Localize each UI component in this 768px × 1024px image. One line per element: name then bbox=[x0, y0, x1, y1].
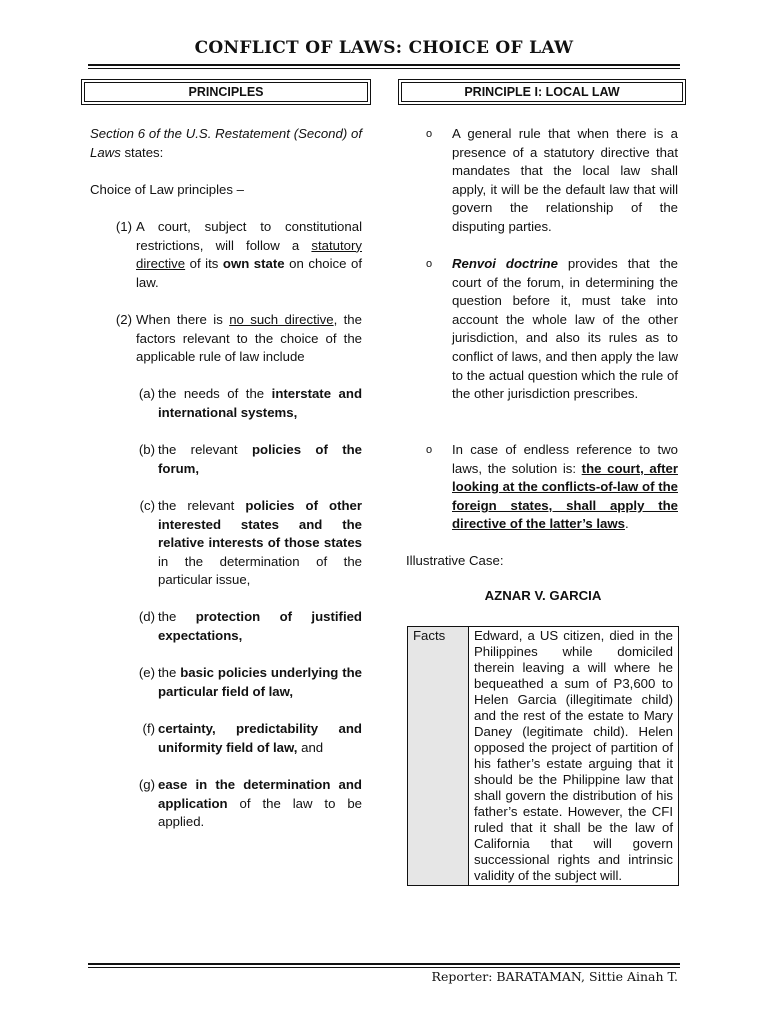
bullet-text: Renvoi doctrine provides that the court of the forum, in determining the question before it, must take into account the whole law of the other jurisdiction, and also its rules as to conflict of laws, and then apply the law to the actual question which the rule of the other jurisdiction prescribes. bbox=[452, 256, 678, 402]
principle-item-1 bbox=[90, 218, 362, 292]
principles-header-box bbox=[81, 79, 371, 105]
document-title: CONFLICT OF LAWS: CHOICE OF LAW bbox=[194, 38, 574, 58]
intro-rest: states: bbox=[120, 144, 164, 160]
item-text: A court, subject to constitutional restrictions, will follow a statutory directive of its own state on choice of law. bbox=[136, 219, 362, 290]
reporter-credit: Reporter: BARATAMAN, Sittie Ainah T. bbox=[431, 969, 678, 984]
bullet-icon: o bbox=[425, 444, 433, 456]
facts-table bbox=[407, 626, 679, 886]
bullet-icon: o bbox=[425, 258, 433, 270]
illustrative-case-label: Illustrative Case: bbox=[406, 553, 504, 568]
sub-item-c: (c) the relevant policies of other interested states and the relative interests of those states in the determination of the particular issue, bbox=[139, 498, 362, 588]
sub-item-f: (f) certainty, predictability and uniformity field of law, and bbox=[142, 721, 362, 755]
footer-divider bbox=[88, 963, 680, 968]
restatement-reference: Section 6 of the U.S. Restatement (Second) of Laws bbox=[90, 126, 362, 160]
right-column bbox=[406, 125, 678, 585]
case-title: AZNAR V. GARCIA bbox=[484, 588, 602, 603]
intro-paragraph bbox=[90, 125, 362, 162]
bullet-text: In case of endless reference to two laws, the solution is: the court, after looking at the conflicts-of-law of the foreign states, shall apply the directive of the latter’s laws. bbox=[452, 442, 678, 532]
table-row bbox=[408, 627, 679, 886]
principle-item-2 bbox=[90, 311, 362, 367]
facts-label: Facts bbox=[408, 627, 469, 886]
sub-item-g: (g) ease in the determination and application of the law to be applied. bbox=[138, 777, 362, 830]
left-column bbox=[90, 125, 362, 845]
principles-header: PRINCIPLES bbox=[84, 82, 368, 102]
principle-one-header: PRINCIPLE I: LOCAL LAW bbox=[401, 82, 683, 102]
bullet-general-rule bbox=[406, 125, 678, 237]
sub-item-d: (d) the protection of justified expectations, bbox=[138, 609, 362, 643]
sub-item-b: (b) the relevant policies of the forum, bbox=[138, 442, 362, 476]
bullet-text: A general rule that when there is a presence of a statutory directive that mandates that the local law shall apply, it will be the default law that will govern the relationship of the disputing parties. bbox=[452, 126, 678, 234]
sub-item-a: (a) the needs of the interstate and international systems, bbox=[138, 386, 362, 420]
bullet-icon: o bbox=[425, 128, 433, 140]
bullet-endless-reference bbox=[406, 441, 678, 534]
sub-item-e: (e) the basic policies underlying the particular field of law, bbox=[138, 665, 362, 699]
item-number: (2) bbox=[115, 312, 132, 327]
title-divider bbox=[88, 64, 680, 69]
item-number: (1) bbox=[115, 219, 132, 234]
choice-of-law-label: Choice of Law principles – bbox=[90, 182, 244, 197]
principle-one-header-box bbox=[398, 79, 686, 105]
facts-text: Edward, a US citizen, died in the Philippines while domiciled therein leaving a will where he bequeathed a sum of P3,600 to Helen Garcia (illegitimate child) and the rest of the estate to Mary Daney (legitimate child). Helen opposed the project of partition of his father’s estate arguing that it should be the Philippine law that shall govern the distribution of his father’s estate. However, the CFI ruled that it shall be the law of California that will govern successional rights and intrinsic validity of the subject will. bbox=[469, 627, 679, 886]
bullet-renvoi bbox=[406, 255, 678, 404]
item-text: When there is no such directive, the factors relevant to the choice of the applicable rule of law include bbox=[136, 312, 362, 365]
